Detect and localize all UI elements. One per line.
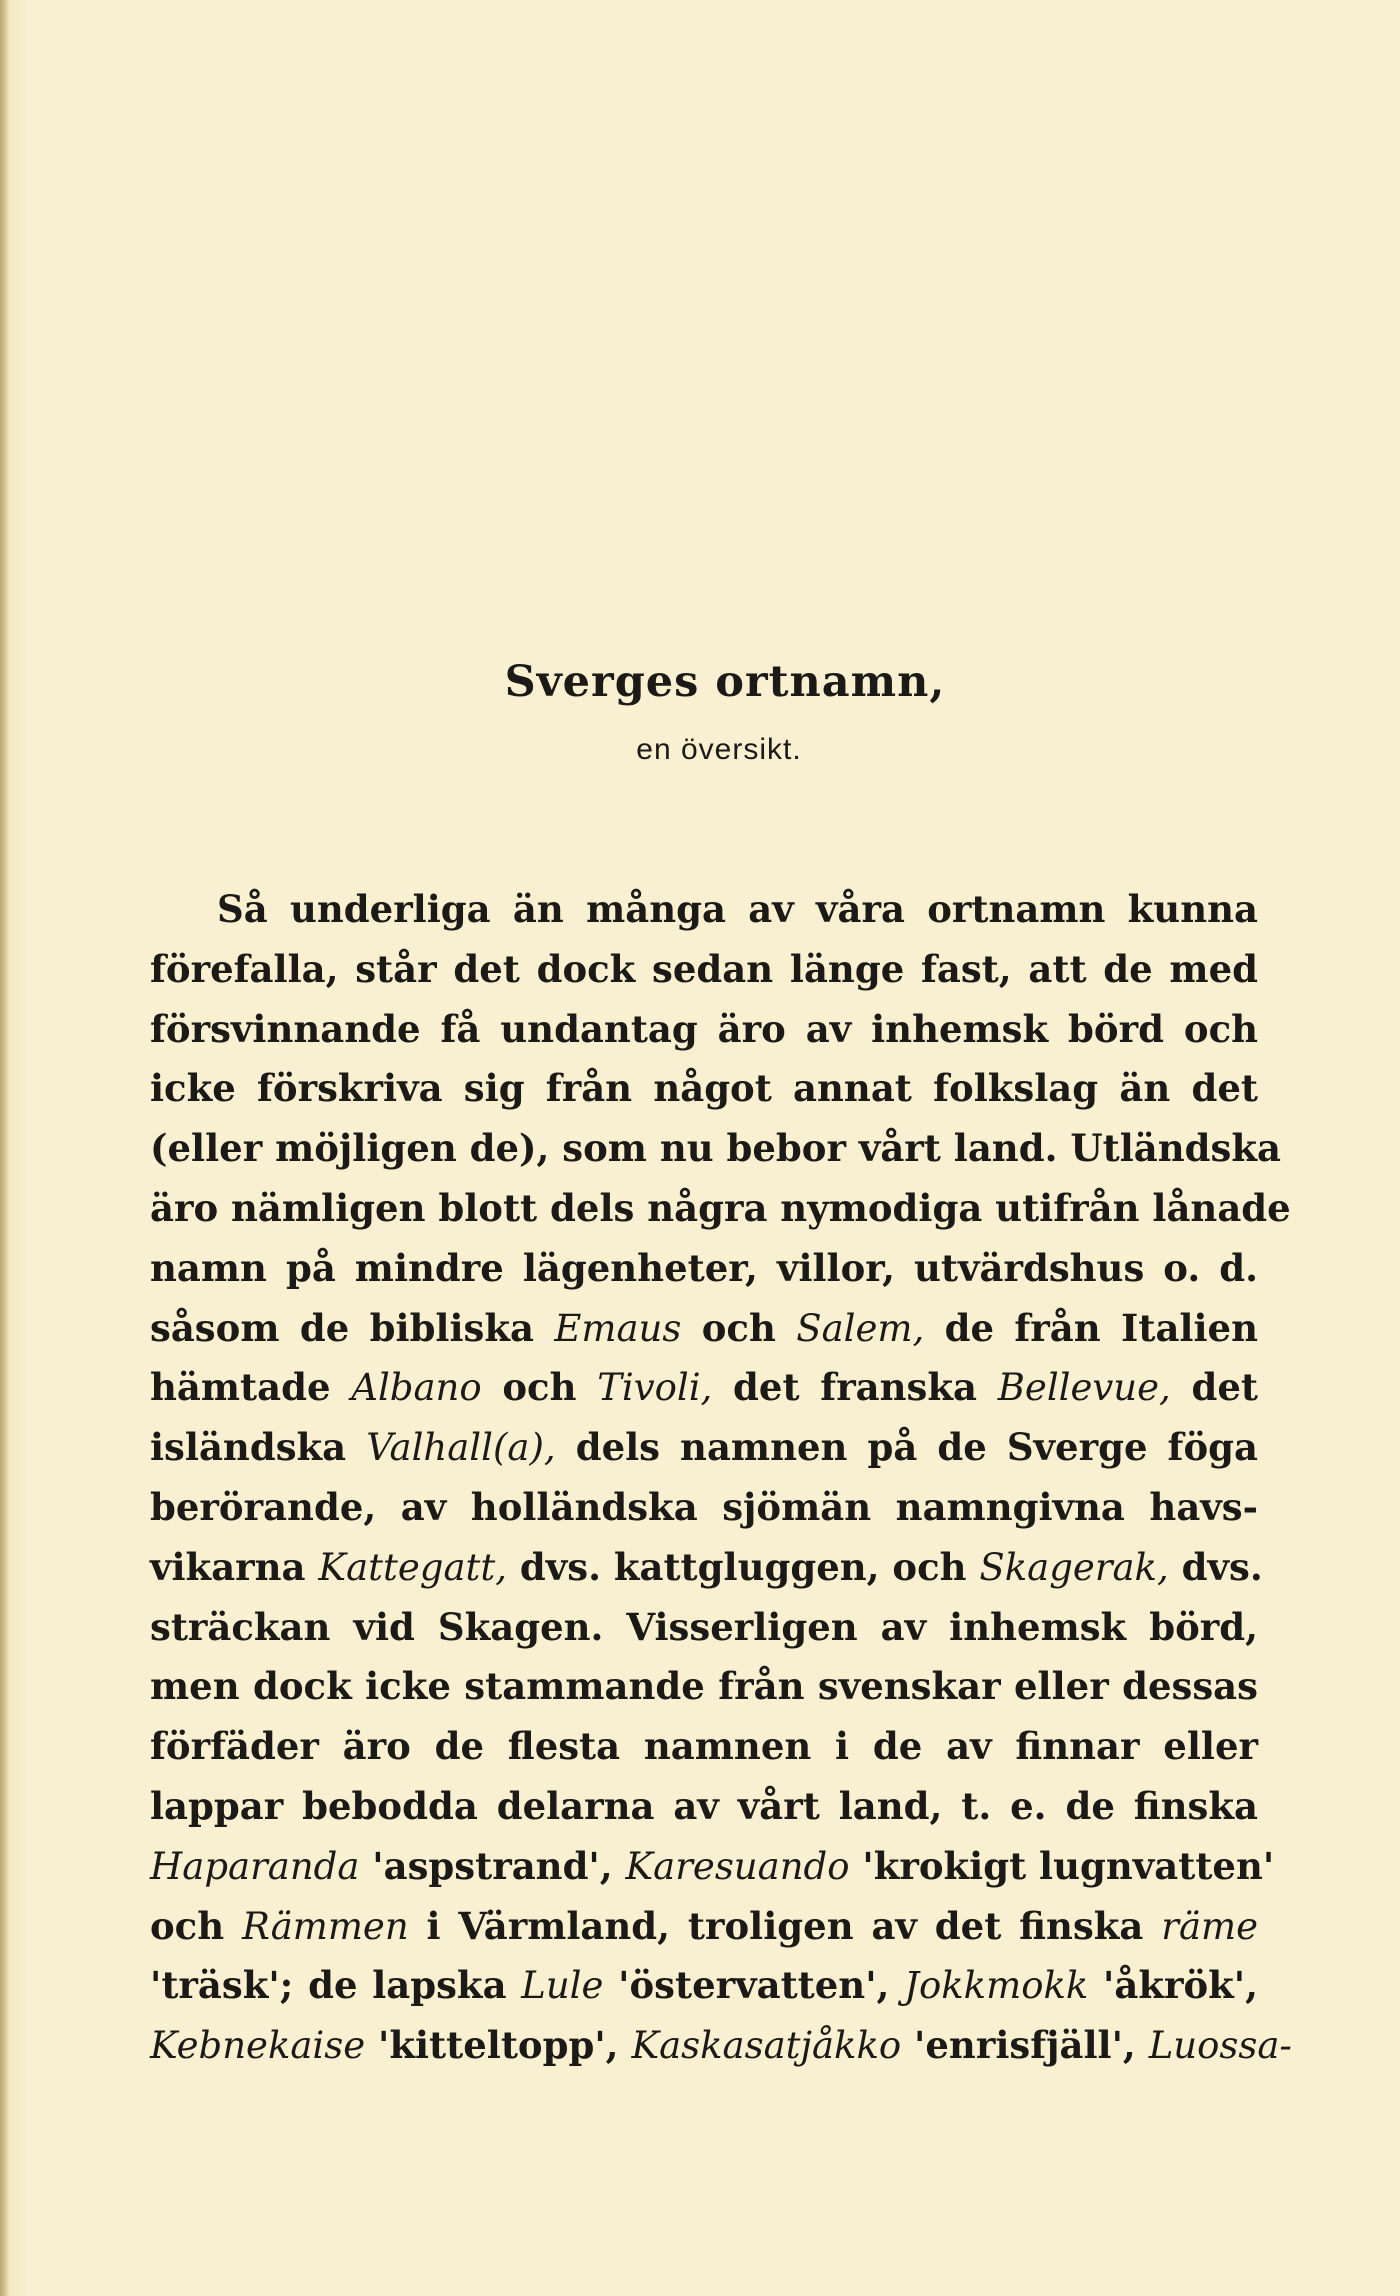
text-line: (eller möjligen de), som nu bebor vårt land. Utländska	[150, 1126, 1281, 1171]
body-paragraph	[150, 880, 1292, 2076]
text-segment: isländska	[150, 1425, 367, 1470]
text-segment: vikarna	[150, 1544, 319, 1589]
text-segment: 'krokigt lugnvatten'	[849, 1843, 1275, 1888]
italic-place-name: Luossa-	[1148, 2024, 1292, 2068]
binding-edge	[0, 0, 9, 2296]
italic-place-name: Emaus	[554, 1306, 682, 1350]
text-line: förefalla, står det dock sedan länge fast, att de med	[150, 946, 1258, 991]
text-line: icke förskriva sig från något annat folkslag än det	[150, 1066, 1258, 1111]
text-line	[150, 1837, 1275, 1897]
text-segment: 'aspstrand',	[359, 1843, 626, 1888]
text-line: försvinnande få undantag äro av inhemsk börd och	[150, 1006, 1258, 1051]
text-line	[150, 1418, 1258, 1478]
italic-place-name: Salem,	[796, 1306, 925, 1350]
italic-place-name: Skagerak,	[979, 1545, 1169, 1589]
text-line	[150, 1538, 1263, 1598]
italic-place-name: Haparanda	[150, 1844, 360, 1888]
italic-place-name: Bellevue,	[997, 1366, 1171, 1410]
text-line: Så underliga än många av våra ortnamn kunna	[217, 887, 1258, 931]
italic-place-name: Jokkmokk	[904, 1964, 1089, 2008]
text-segment: hämtade	[150, 1365, 352, 1410]
text-segment: i Värmland, troligen av det finska	[408, 1903, 1162, 1948]
text-line	[150, 1897, 1258, 1957]
italic-place-name: Tivoli,	[597, 1366, 713, 1410]
text-line: men dock icke stammande från svenskar eller dessas	[150, 1664, 1258, 1709]
italic-place-name: Lule	[521, 1964, 604, 2008]
text-segment: dvs.	[1168, 1544, 1263, 1589]
italic-place-name: Kebnekaise	[150, 2024, 366, 2068]
italic-place-name: Rämmen	[241, 1904, 409, 1948]
text-line	[150, 1956, 1258, 2016]
italic-place-name: Kaskasatjåkko	[631, 2024, 902, 2068]
text-line	[150, 2016, 1292, 2076]
text-segment: det franska	[712, 1365, 998, 1410]
text-line: berörande, av holländska sjömän namngivna havs-	[150, 1484, 1258, 1529]
text-line: namn på mindre lägenheter, villor, utvärdshus o. d.	[150, 1245, 1258, 1290]
text-line	[150, 1299, 1258, 1359]
text-segment: det	[1170, 1365, 1259, 1410]
page-title: Sverges ortnamn,	[504, 657, 946, 707]
text-segment: 'östervatten',	[603, 1963, 905, 2008]
italic-place-name: Karesuando	[625, 1844, 850, 1888]
text-line: sträckan vid Skagen. Visserligen av inhemsk börd,	[150, 1604, 1258, 1649]
italic-place-name: Valhall(a),	[366, 1426, 556, 1470]
text-line: lappar bebodda delarna av vårt land, t. e. de finska	[150, 1783, 1258, 1828]
italic-place-name: Albano	[351, 1366, 482, 1410]
text-segment: och	[681, 1305, 797, 1350]
text-segment: de från Italien	[924, 1305, 1258, 1350]
italic-place-name: räme	[1161, 1904, 1258, 1948]
text-segment: och	[481, 1365, 598, 1410]
text-line: äro nämligen blott dels några nymodiga utifrån lånade	[150, 1185, 1291, 1230]
italic-place-name: Kattegatt,	[318, 1545, 507, 1589]
text-segment: 'enrisfjäll',	[901, 2023, 1149, 2068]
text-segment: och	[150, 1903, 242, 1948]
text-segment: 'åkrök',	[1088, 1963, 1258, 2008]
page-subtitle: en översikt.	[636, 733, 802, 766]
text-segment: såsom de bibliska	[150, 1305, 555, 1350]
text-line	[150, 1358, 1258, 1418]
text-segment: 'träsk'; de lapska	[150, 1963, 522, 2008]
text-segment: dels namnen på de Sverge föga	[555, 1425, 1258, 1470]
text-segment: dvs. kattgluggen, och	[507, 1544, 980, 1589]
text-segment: 'kitteltopp',	[365, 2023, 632, 2068]
text-line: förfäder äro de flesta namnen i de av finnar eller	[150, 1724, 1258, 1769]
